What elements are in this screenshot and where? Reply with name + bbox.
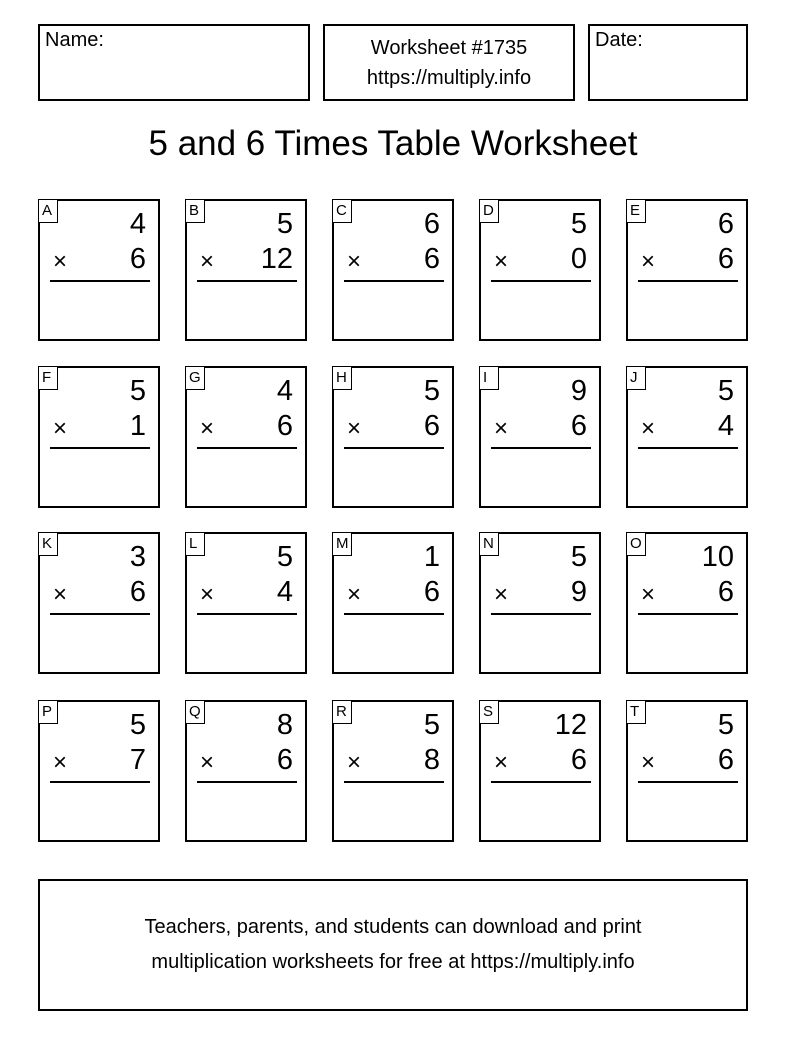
multiplicand: 5	[423, 709, 440, 741]
multiplicand: 5	[570, 208, 587, 240]
problem-label: J	[626, 366, 646, 390]
multiplier: 6	[276, 744, 293, 776]
answer-line	[344, 447, 444, 449]
multiplier: 6	[570, 744, 587, 776]
problem-label: Q	[185, 700, 205, 724]
answer-line	[491, 280, 591, 282]
problem-label: R	[332, 700, 352, 724]
answer-line	[197, 280, 297, 282]
problem-box[interactable]	[479, 700, 601, 842]
problem-label: P	[38, 700, 58, 724]
answer-line	[638, 447, 738, 449]
multiply-operator: ×	[641, 248, 656, 275]
footer-line-1: Teachers, parents, and students can download and print	[144, 916, 642, 938]
problem-box[interactable]	[185, 532, 307, 674]
multiply-operator: ×	[641, 415, 656, 442]
answer-line	[50, 280, 150, 282]
site-url: https://multiply.info	[366, 66, 532, 89]
multiplicand: 4	[276, 375, 293, 407]
answer-line	[197, 781, 297, 783]
multiplicand: 5	[570, 541, 587, 573]
multiply-operator: ×	[200, 415, 215, 442]
multiplicand: 5	[717, 375, 734, 407]
multiply-operator: ×	[347, 749, 362, 776]
multiplier: 9	[570, 576, 587, 608]
multiplier: 7	[129, 744, 146, 776]
multiply-operator: ×	[53, 248, 68, 275]
multiplier: 1	[129, 410, 146, 442]
multiply-operator: ×	[200, 749, 215, 776]
multiplicand: 8	[276, 709, 293, 741]
problem-box[interactable]	[38, 199, 160, 341]
problem-label: D	[479, 199, 499, 223]
problem-box[interactable]	[479, 199, 601, 341]
multiplier: 6	[129, 243, 146, 275]
multiplier: 4	[276, 576, 293, 608]
answer-line	[197, 613, 297, 615]
problem-label: I	[479, 366, 499, 390]
problem-label: M	[332, 532, 352, 556]
name-field-box[interactable]	[38, 24, 310, 101]
multiplier: 4	[717, 410, 734, 442]
problem-label: B	[185, 199, 205, 223]
problem-label: T	[626, 700, 646, 724]
problem-box[interactable]	[38, 700, 160, 842]
answer-line	[344, 280, 444, 282]
problem-box[interactable]	[38, 532, 160, 674]
answer-line	[491, 781, 591, 783]
problem-box[interactable]	[38, 366, 160, 508]
problem-box[interactable]	[332, 532, 454, 674]
multiplicand: 9	[570, 375, 587, 407]
multiplier: 6	[570, 410, 587, 442]
multiply-operator: ×	[200, 248, 215, 275]
multiplier: 6	[129, 576, 146, 608]
multiplicand: 1	[423, 541, 440, 573]
multiply-operator: ×	[641, 581, 656, 608]
problem-label: A	[38, 199, 58, 223]
multiplicand: 5	[717, 709, 734, 741]
multiply-operator: ×	[494, 581, 509, 608]
multiply-operator: ×	[53, 415, 68, 442]
problem-label: K	[38, 532, 58, 556]
problem-box[interactable]	[332, 199, 454, 341]
multiply-operator: ×	[494, 749, 509, 776]
multiplicand: 12	[554, 709, 587, 741]
multiply-operator: ×	[641, 749, 656, 776]
multiplier: 6	[423, 576, 440, 608]
problem-label: E	[626, 199, 646, 223]
problem-box[interactable]	[185, 366, 307, 508]
date-label: Date:	[595, 29, 643, 51]
problem-label: O	[626, 532, 646, 556]
problem-box[interactable]	[185, 700, 307, 842]
worksheet-title: 5 and 6 Times Table Worksheet	[148, 124, 638, 163]
multiply-operator: ×	[53, 581, 68, 608]
answer-line	[197, 447, 297, 449]
problem-label: C	[332, 199, 352, 223]
date-field-box[interactable]	[588, 24, 748, 101]
problem-box[interactable]	[626, 199, 748, 341]
answer-line	[50, 613, 150, 615]
multiplier: 0	[570, 243, 587, 275]
multiplicand: 10	[701, 541, 734, 573]
multiply-operator: ×	[494, 415, 509, 442]
multiplicand: 5	[276, 541, 293, 573]
answer-line	[344, 781, 444, 783]
footer-box	[38, 879, 748, 1011]
worksheet-info-box	[323, 24, 575, 101]
worksheet-number: Worksheet #1735	[370, 36, 528, 59]
problem-label: N	[479, 532, 499, 556]
answer-line	[638, 280, 738, 282]
problem-label: F	[38, 366, 58, 390]
multiplier: 6	[276, 410, 293, 442]
multiply-operator: ×	[53, 749, 68, 776]
multiplier: 6	[423, 243, 440, 275]
multiplier: 6	[423, 410, 440, 442]
multiply-operator: ×	[347, 248, 362, 275]
problem-box[interactable]	[479, 532, 601, 674]
multiplier: 8	[423, 744, 440, 776]
answer-line	[491, 613, 591, 615]
answer-line	[50, 447, 150, 449]
multiplicand: 5	[129, 375, 146, 407]
problem-box[interactable]	[626, 700, 748, 842]
multiplier: 6	[717, 576, 734, 608]
problem-box[interactable]	[479, 366, 601, 508]
footer-line-2: multiplication worksheets for free at https://multiply.info	[151, 951, 635, 973]
multiply-operator: ×	[200, 581, 215, 608]
multiplicand: 6	[717, 208, 734, 240]
multiplier: 12	[260, 243, 293, 275]
multiplicand: 3	[129, 541, 146, 573]
multiplicand: 4	[129, 208, 146, 240]
multiply-operator: ×	[494, 248, 509, 275]
multiply-operator: ×	[347, 581, 362, 608]
multiplier: 6	[717, 744, 734, 776]
multiplicand: 6	[423, 208, 440, 240]
name-label: Name:	[45, 29, 104, 51]
problem-label: S	[479, 700, 499, 724]
multiplier: 6	[717, 243, 734, 275]
answer-line	[491, 447, 591, 449]
problem-box[interactable]	[626, 532, 748, 674]
answer-line	[50, 781, 150, 783]
answer-line	[638, 613, 738, 615]
multiplicand: 5	[129, 709, 146, 741]
problem-box[interactable]	[332, 366, 454, 508]
problem-box[interactable]	[626, 366, 748, 508]
problem-label: H	[332, 366, 352, 390]
problem-box[interactable]	[332, 700, 454, 842]
problem-label: G	[185, 366, 205, 390]
answer-line	[344, 613, 444, 615]
multiplicand: 5	[276, 208, 293, 240]
answer-line	[638, 781, 738, 783]
multiply-operator: ×	[347, 415, 362, 442]
multiplicand: 5	[423, 375, 440, 407]
problem-label: L	[185, 532, 205, 556]
problem-box[interactable]	[185, 199, 307, 341]
